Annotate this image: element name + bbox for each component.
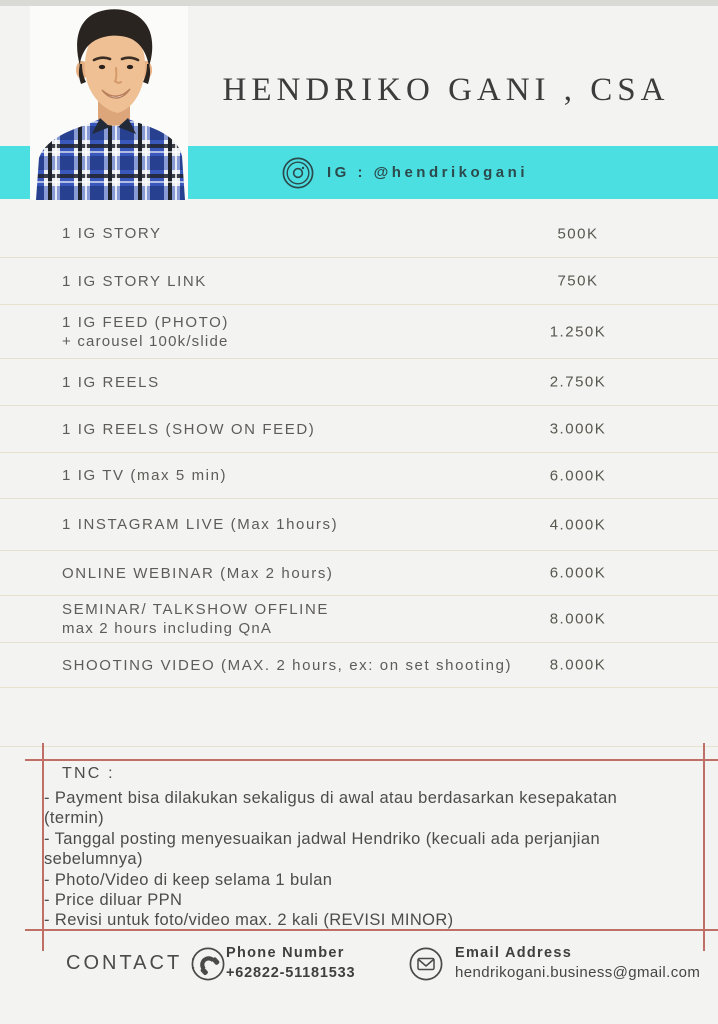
table-row — [0, 453, 718, 499]
table-row — [0, 210, 718, 258]
table-row — [0, 359, 718, 406]
item-label: 1 INSTAGRAM LIVE (Max 1hours) — [62, 516, 339, 533]
table-row — [0, 406, 718, 453]
table-row — [0, 305, 718, 359]
item-label: 1 IG REELS — [62, 373, 160, 391]
table-row-empty — [0, 688, 718, 747]
table-row — [0, 643, 718, 688]
item-label: SHOOTING VIDEO (MAX. 2 hours, ex: on set shooting) — [62, 656, 513, 674]
tnc-frame-right-line — [703, 743, 705, 951]
tnc-line: - Photo/Video di keep selama 1 bulan — [44, 870, 333, 889]
tnc-line: - Tanggal posting menyesuaikan jadwal Hendriko (kecuali ada perjanjian sebelumnya) — [44, 829, 601, 869]
item-price: 8.000K — [549, 656, 607, 674]
tnc-terms — [44, 788, 624, 931]
profile-photo — [30, 6, 188, 200]
tnc-line: - Payment bisa dilakukan sekaligus di awal atau berdasarkan kesepakatan (termin) — [44, 789, 618, 828]
item-price: 6.000K — [549, 467, 607, 484]
item-sublabel: max 2 hours including QnA — [62, 620, 273, 637]
item-sublabel: + carousel 100k/slide — [62, 332, 229, 350]
page-title: HENDRIKO GANI , CSA — [222, 72, 670, 108]
phone-number: +62822-51181533 — [226, 965, 356, 981]
price-list — [0, 210, 718, 747]
item-label: 1 IG REELS (SHOW ON FEED) — [62, 420, 316, 438]
email-contact — [455, 943, 700, 983]
item-price: 2.750K — [549, 373, 607, 391]
item-price: 1.250K — [549, 323, 607, 340]
item-price: 3.000K — [549, 420, 607, 438]
phone-contact — [226, 943, 355, 983]
email-address: hendrikogani.business@gmail.com — [455, 964, 701, 981]
tnc-line: - Price diluar PPN — [44, 891, 183, 910]
phone-title: Phone Number — [226, 945, 345, 961]
tnc-line: - Revisi untuk foto/video max. 2 kali (REVISI MINOR) — [44, 911, 454, 930]
item-label: ONLINE WEBINAR (Max 2 hours) — [62, 564, 334, 582]
item-label: 1 IG FEED (PHOTO) — [62, 313, 229, 331]
item-label: SEMINAR/ TALKSHOW OFFLINE — [62, 601, 329, 618]
table-row — [0, 551, 718, 596]
item-price: 6.000K — [549, 564, 607, 582]
phone-icon — [190, 946, 226, 982]
table-row — [0, 258, 718, 305]
item-price: 4.000K — [549, 516, 607, 533]
item-label: 1 IG TV (max 5 min) — [62, 467, 228, 484]
email-title: Email Address — [455, 945, 573, 961]
tnc-heading: TNC : — [62, 765, 115, 782]
item-label: 1 IG STORY LINK — [62, 272, 207, 290]
instagram-icon — [282, 157, 314, 189]
ig-handle: IG : @hendrikogani — [327, 164, 528, 181]
email-icon — [408, 946, 444, 982]
item-label: 1 IG STORY — [62, 225, 162, 242]
table-row — [0, 499, 718, 551]
contact-label: CONTACT : — [66, 952, 199, 974]
item-price: 750K — [557, 272, 599, 290]
portrait-illustration — [30, 6, 188, 200]
table-row — [0, 596, 718, 643]
tnc-frame-top-line — [25, 759, 718, 761]
item-price: 500K — [557, 225, 599, 242]
item-price: 8.000K — [549, 610, 607, 628]
